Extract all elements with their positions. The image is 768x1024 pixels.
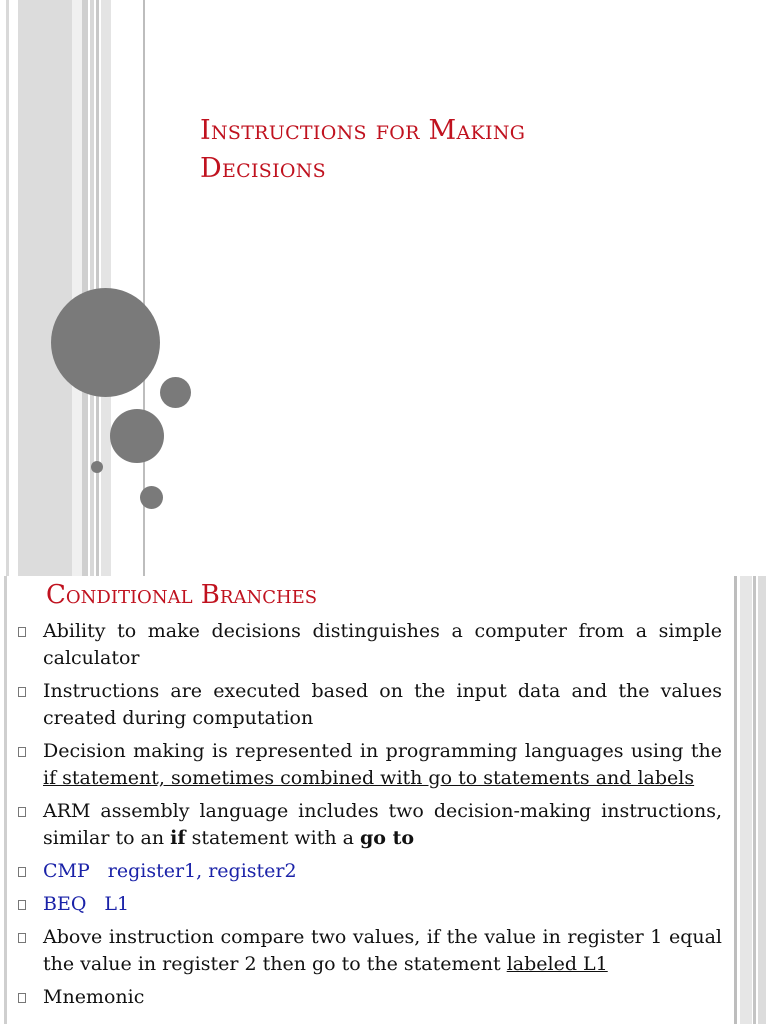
decor-stripe [740,576,752,1024]
slide-title [200,112,720,188]
decor-circle-tiny [91,461,103,473]
bullet-list [18,618,722,1017]
bullet-item [18,738,722,792]
bullet-text: ARM assembly language includes two decision-making instructions, similar to an [43,800,722,849]
bullet-icon [18,867,26,877]
bullet-underlined-text: labeled L1 [506,953,608,975]
decor-circle-medium [110,409,164,463]
decor-stripe [18,0,72,576]
bullet-icon [18,747,26,757]
decor-stripe [734,576,737,1024]
content-slide [0,576,768,1024]
bullet-item [18,678,722,732]
bullet-icon [18,807,26,817]
bullet-text: statement with a [185,827,361,849]
decor-stripe [758,576,766,1024]
bullet-icon [18,993,26,1003]
bullet-underlined-text: if statement, sometimes combined with go to statements and labels [43,767,695,789]
bullet-item [18,618,722,672]
decor-circle-small [160,377,191,408]
bullet-text: Mnemonic [43,986,145,1008]
bullet-text: Decision making is represented in programming languages using the [43,740,722,762]
decor-stripe [72,0,82,576]
code-mnemonic: CMP [43,860,90,882]
slide-title-line: Instructions for Making [200,115,526,146]
decor-stripe [4,576,7,1024]
bullet-item [18,858,722,885]
decor-circle-small [140,486,163,509]
decor-stripe [90,0,94,576]
bullet-bold-text: if [170,827,186,849]
bullet-item [18,798,722,852]
code-mnemonic: BEQ [43,893,87,915]
slide-title: Conditional Branches [46,580,318,610]
bullet-item [18,891,722,918]
bullet-icon [18,933,26,943]
bullet-text: Instructions are executed based on the input data and the values created during computation [43,680,722,729]
bullet-text: Ability to make decisions distinguishes a computer from a simple calculator [43,620,722,669]
decor-stripe [6,0,9,576]
bullet-icon [18,900,26,910]
bullet-item [18,924,722,978]
slide-title-line: Decisions [200,153,326,184]
code-operands: L1 [104,893,130,915]
bullet-icon [18,687,26,697]
bullet-bold-text: go to [360,827,415,849]
decor-stripe [753,576,756,1024]
bullet-item [18,984,722,1011]
bullet-text: Above instruction compare two values, if the value in register 1 equal the value in register 2 then go to the statement [43,926,722,975]
decor-circle-large [51,288,160,397]
decor-stripe [82,0,88,576]
bullet-icon [18,627,26,637]
code-operands: register1, register2 [107,860,297,882]
